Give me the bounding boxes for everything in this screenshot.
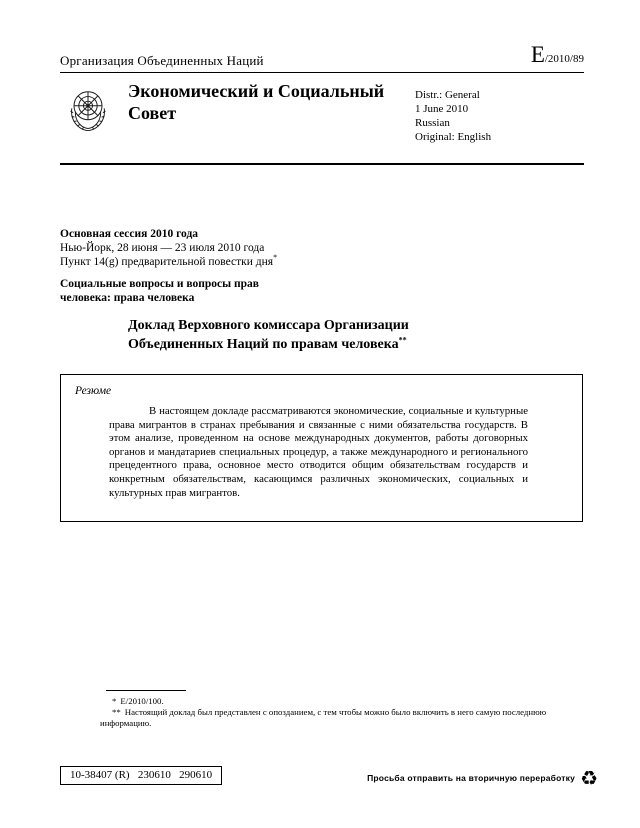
footnote-2-marker: ** [112,707,121,717]
doc-symbol [531,42,584,68]
summary-heading: Резюме [75,385,112,397]
session-dates: Нью-Йорк, 28 июня — 23 июля 2010 года [60,242,265,254]
recycle-notice [367,768,598,788]
doc-symbol-number: /2010/89 [544,53,584,65]
language-line: Russian [415,117,450,129]
un-emblem-icon [60,82,116,140]
footnote-2-text: Настоящий доклад был представлен с опозданием, с тем чтобы можно было включить в него самую последнюю информацию. [100,707,547,728]
agenda-item-line [60,255,315,269]
org-name: Организация Объединенных Наций [60,53,264,68]
summary-box [60,374,583,522]
recycle-notice-text: Просьба отправить на вторичную переработку [367,773,576,783]
header-rule-thick [60,163,584,165]
agenda-item-footnote-marker: * [273,253,278,263]
date-line: 1 June 2010 [415,103,469,115]
council-title: Экономический и Социальный Совет [128,81,385,123]
document-title [128,316,478,354]
session-title: Основная сессия 2010 года [60,228,199,240]
footnote-1-marker: * [112,696,117,706]
agenda-heading: Социальные вопросы и вопросы прав человека: права человека [60,278,259,304]
summary-paragraph: В настоящем докладе рассматриваются экономические, социальные и культурные права мигрантов в странах пребывания и связанные с ними обязательства государств. В этом анализе, проведенном на основе международных документов, работы договорных органов и мандатариев специальных процедур, а также международного и регионального прецедентного права, основное место отводится общим обязательствам государств и конкретным обязательствам, касающимся различных экономических, социальных и культурных прав мигрантов. [109,405,528,499]
distribution-block [415,88,491,144]
header-rule-thin [60,72,584,73]
footnotes-area [100,690,570,729]
agenda-item-text: Пункт 14(g) предварительной повестки дня [60,256,274,268]
document-title-text: Доклад Верховного комиссара Организации Объединенных Наций по правам человека [128,318,409,352]
footnote-2 [100,707,570,729]
doc-symbol-letter: E [530,42,545,67]
original-language-line: Original: English [415,131,492,143]
footnote-1-text: E/2010/100. [120,696,164,706]
recycle-icon: ♻ [580,766,598,790]
document-title-footnote-marker: ** [398,335,407,345]
distr-line: Distr.: General [415,89,480,101]
session-block [60,227,315,305]
footnote-1 [100,696,570,707]
footnote-separator-rule [106,690,186,691]
document-number-box: 10-38407 (R) 230610 290610 [60,766,222,785]
